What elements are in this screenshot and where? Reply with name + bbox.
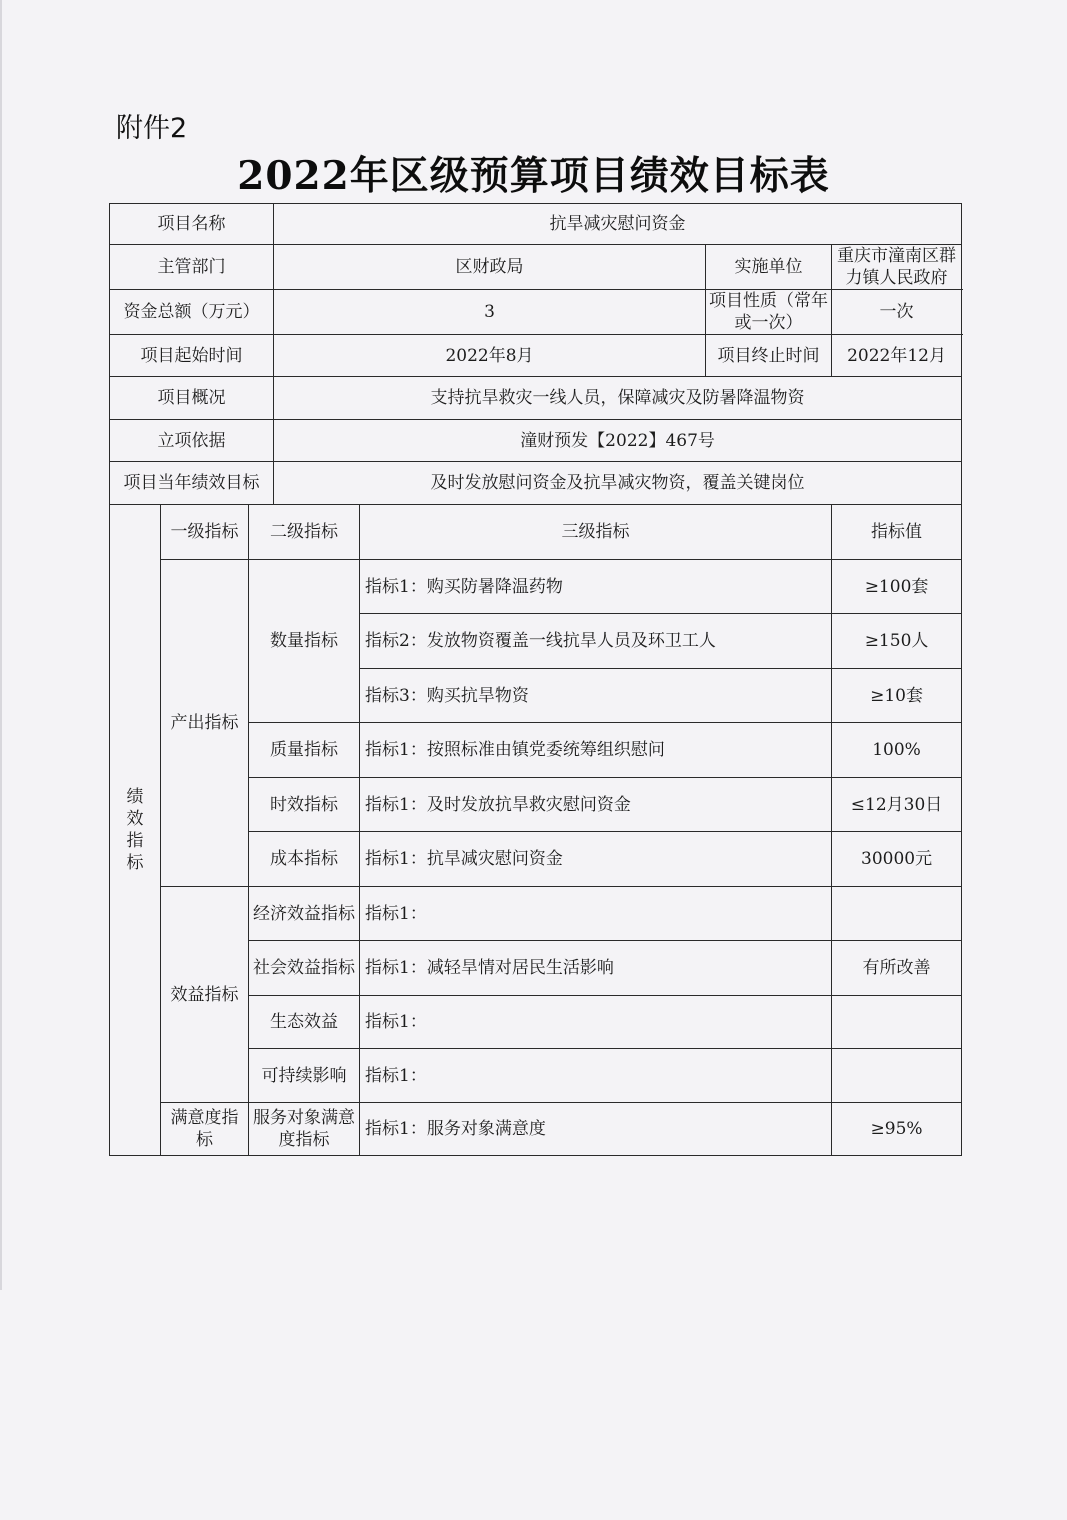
page-title: 2022年区级预算项目绩效目标表 [237, 153, 830, 199]
head-level3: 三级指标 [360, 505, 832, 560]
row-goal [110, 462, 962, 505]
indicator-value [832, 1049, 962, 1103]
service-label: 服务对象满意度指标 [249, 1103, 360, 1156]
end-value: 2022年12月 [832, 335, 962, 377]
overview-label: 项目概况 [110, 377, 274, 420]
row-overview [110, 377, 962, 420]
start-label: 项目起始时间 [110, 335, 274, 377]
indicator-value: ≥100套 [832, 560, 962, 614]
indicator-header-row [110, 505, 962, 560]
cost-label: 成本指标 [249, 832, 360, 887]
impl-value: 重庆市潼南区群力镇人民政府 [832, 245, 962, 290]
attachment-label: 附件2 [116, 113, 188, 144]
indicator-row [110, 887, 962, 941]
row-department [110, 245, 962, 290]
indicator-value: 30000元 [832, 832, 962, 887]
nature-value: 一次 [832, 290, 962, 335]
indicator-text: 指标1：购买防暑降温药物 [360, 560, 832, 614]
head-value: 指标值 [832, 505, 962, 560]
dept-value: 区财政局 [274, 245, 706, 290]
indicator-text: 指标1： [360, 1049, 832, 1103]
head-level2: 二级指标 [249, 505, 360, 560]
start-value: 2022年8月 [274, 335, 706, 377]
goal-label: 项目当年绩效目标 [110, 462, 274, 505]
benefit-label: 效益指标 [161, 887, 249, 1103]
row-fund [110, 290, 962, 335]
project-name-label: 项目名称 [110, 204, 274, 245]
basis-value: 潼财预发【2022】467号 [274, 420, 962, 462]
economic-label: 经济效益指标 [249, 887, 360, 941]
section-char: 指 [126, 831, 144, 851]
indicator-value: ≥150人 [832, 614, 962, 669]
indicator-row [110, 1103, 962, 1156]
section-label [110, 505, 161, 1156]
project-name-value: 抗旱减灾慰问资金 [274, 204, 962, 245]
indicator-text: 指标2：发放物资覆盖一线抗旱人员及环卫工人 [360, 614, 832, 669]
indicator-text: 指标1：服务对象满意度 [360, 1103, 832, 1156]
timeliness-label: 时效指标 [249, 778, 360, 832]
section-char: 效 [126, 809, 144, 829]
performance-target-table [109, 203, 962, 1156]
ecology-label: 生态效益 [249, 996, 360, 1049]
dept-label: 主管部门 [110, 245, 274, 290]
head-level1: 一级指标 [161, 505, 249, 560]
end-label: 项目终止时间 [706, 335, 832, 377]
sustain-label: 可持续影响 [249, 1049, 360, 1103]
overview-value: 支持抗旱救灾一线人员，保障减灾及防暑降温物资 [274, 377, 962, 420]
indicator-text: 指标1：减轻旱情对居民生活影响 [360, 941, 832, 996]
indicator-text: 指标1： [360, 887, 832, 941]
indicator-value: ≥95% [832, 1103, 962, 1156]
row-project-name [110, 204, 962, 245]
indicator-value: ≤12月30日 [832, 778, 962, 832]
indicator-text: 指标1： [360, 996, 832, 1049]
row-time [110, 335, 962, 377]
indicator-value: 100% [832, 723, 962, 778]
quality-label: 质量指标 [249, 723, 360, 778]
indicator-text: 指标1：按照标准由镇党委统筹组织慰问 [360, 723, 832, 778]
indicator-value: ≥10套 [832, 669, 962, 723]
row-basis [110, 420, 962, 462]
indicator-row [110, 560, 962, 614]
indicator-value: 有所改善 [832, 941, 962, 996]
section-char: 绩 [126, 787, 144, 807]
indicator-text: 指标1：抗旱减灾慰问资金 [360, 832, 832, 887]
quantity-label: 数量指标 [249, 560, 360, 723]
nature-label: 项目性质（常年或一次） [706, 290, 832, 335]
basis-label: 立项依据 [110, 420, 274, 462]
social-label: 社会效益指标 [249, 941, 360, 996]
impl-label: 实施单位 [706, 245, 832, 290]
satisfaction-label: 满意度指标 [161, 1103, 249, 1156]
indicator-value [832, 887, 962, 941]
fund-value: 3 [274, 290, 706, 335]
indicator-text: 指标1：及时发放抗旱救灾慰问资金 [360, 778, 832, 832]
indicator-value [832, 996, 962, 1049]
output-label: 产出指标 [161, 560, 249, 887]
section-char: 标 [126, 853, 144, 873]
indicator-text: 指标3：购买抗旱物资 [360, 669, 832, 723]
goal-value: 及时发放慰问资金及抗旱减灾物资，覆盖关键岗位 [274, 462, 962, 505]
fund-label: 资金总额（万元） [110, 290, 274, 335]
